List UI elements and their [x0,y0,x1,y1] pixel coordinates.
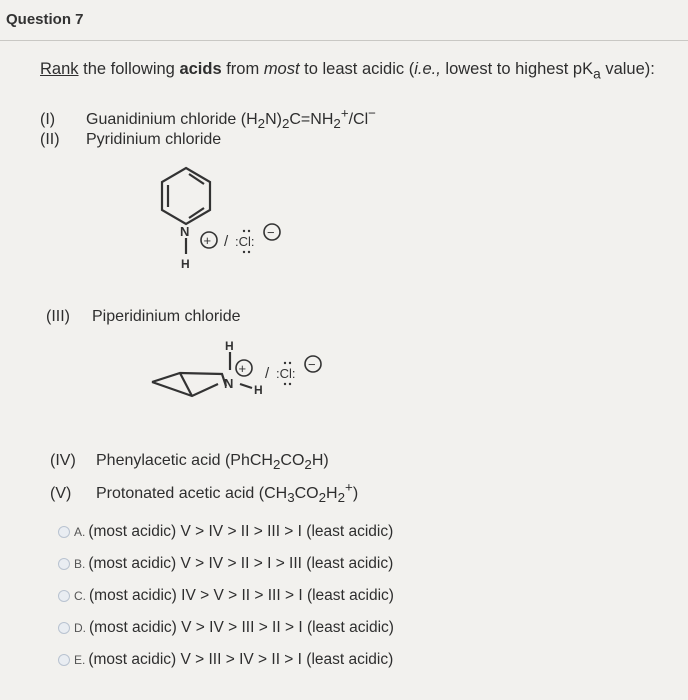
piperidinium-structure [140,338,340,418]
nitrogen-label: N [224,376,234,391]
compound-item-5 [50,480,358,506]
compound-item-3 [46,308,241,326]
compound-number: (IV) [50,452,76,469]
radio-button[interactable] [58,558,70,570]
hydrogen-right-label: H [254,383,263,397]
radio-button[interactable] [58,654,70,666]
svg-text:−: − [308,357,316,372]
radio-button[interactable] [58,526,70,538]
hydrogen-label: H [181,257,190,271]
option-text: (most acidic) V > IV > III > II > I (least acidic) [89,619,394,636]
answer-option-c[interactable] [58,580,394,612]
answer-option-d[interactable] [58,612,394,644]
option-text: (most acidic) V > III > IV > II > I (least acidic) [88,651,394,668]
option-letter: D. [74,621,86,635]
compound-name: Guanidinium chloride $(H_2N)_2C=NH_2^+/Cl^-$ [86,106,376,132]
answer-option-e[interactable] [58,644,394,676]
option-letter: E. [74,653,86,667]
compound-number: (II) [40,131,60,148]
compound-number: (V) [50,485,72,503]
option-text: (most acidic) V > IV > II > I > III (least acidic) [88,555,394,572]
svg-text:+: + [238,361,247,376]
radio-button[interactable] [58,590,70,602]
question-prompt: Rank the following acids from most to least acidic (i.e., lowest to highest $pK_a$ value): [40,60,655,82]
compound-name: Phenylacetic acid $(PhCH_2CO_2H)$ [96,452,329,473]
option-text: (most acidic) V > IV > II > III > I (least acidic) [88,523,394,540]
svg-text:−: − [267,225,275,240]
option-text: (most acidic) IV > V > II > III > I (least acidic) [89,587,394,604]
pyridinium-structure [140,160,320,285]
compound-item-1 [40,106,376,132]
prompt-acids-word: acids [179,60,222,78]
question-title: Question 7 [6,11,84,28]
compound-name: Protonated acetic acid $(CH_3CO_2H_2^+)$ [96,480,359,506]
compound-name: Piperidinium chloride [92,308,241,325]
radio-button[interactable] [58,622,70,634]
svg-text:/: / [265,365,270,382]
option-letter: A. [74,525,86,539]
option-letter: C. [74,589,86,603]
hydrogen-top-label: H [225,339,234,353]
svg-text:/: / [224,233,229,250]
question-header [0,0,688,41]
nitrogen-label: N [180,224,190,239]
compound-item-4 [50,452,329,472]
answer-option-a[interactable] [58,516,394,548]
compound-name: Pyridinium chloride [86,131,222,148]
compound-number: (III) [46,308,70,325]
answer-option-b[interactable] [58,548,394,580]
chloride-label: :Cl: [235,234,255,249]
compound-item-2 [40,131,221,149]
compound-number: (I) [40,111,56,129]
option-letter: B. [74,557,86,571]
prompt-rank-word: Rank [40,60,79,78]
prompt-most-word: most [263,60,300,78]
svg-text:+: + [203,233,212,248]
chloride-label: :Cl: [276,366,296,381]
answer-options [58,516,394,676]
